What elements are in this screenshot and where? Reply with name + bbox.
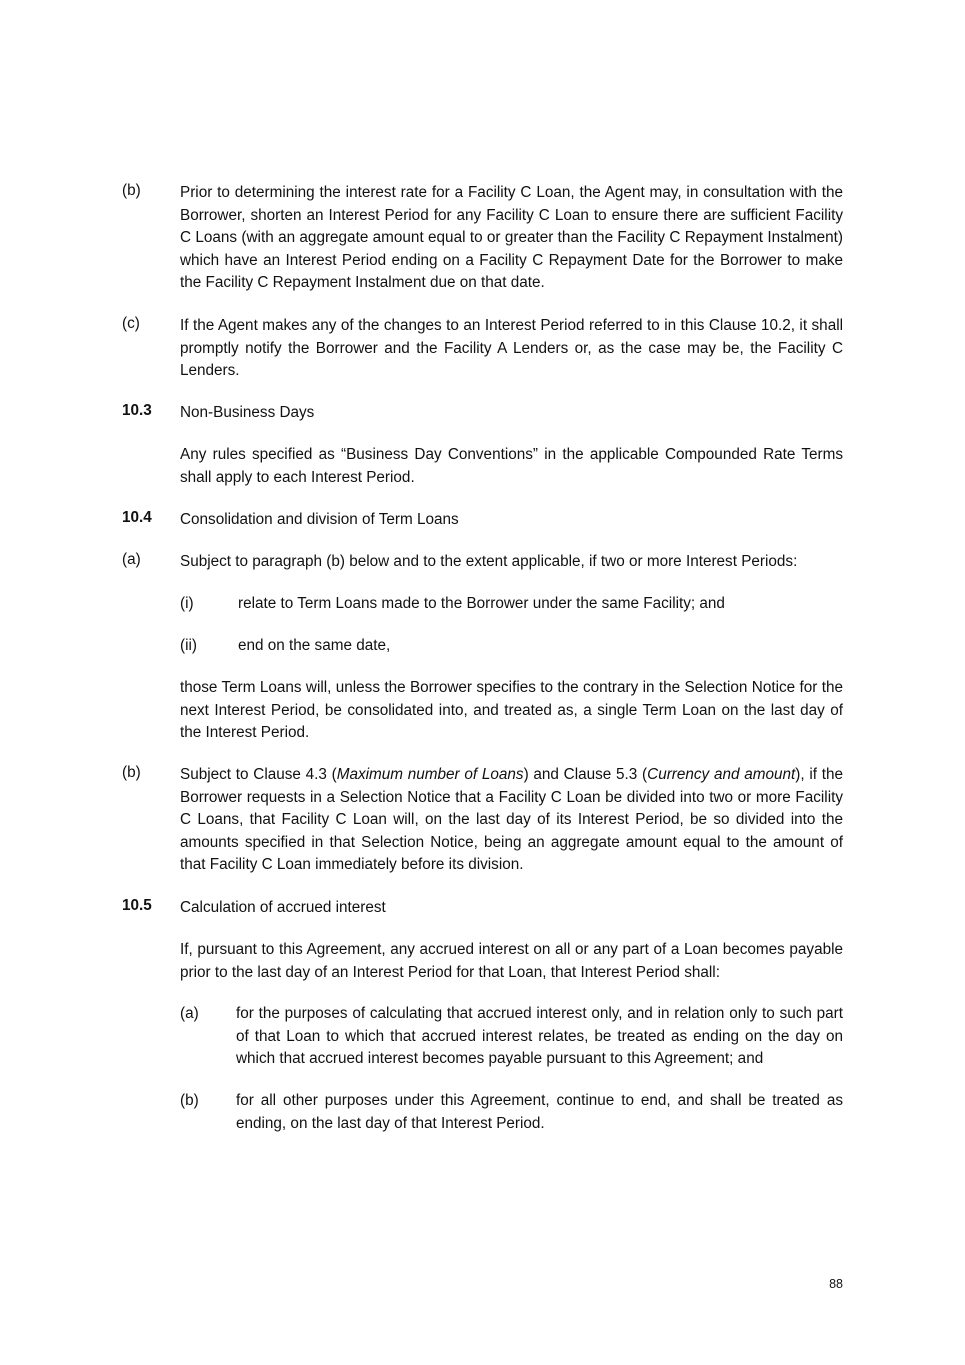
section-10-4-a-label: (a)	[122, 551, 141, 568]
section-10-4-ii-text: end on the same date,	[238, 637, 391, 654]
section-10-3-text: Any rules specified as “Business Day Conventions” in the applicable Compounded Rate Terms shall apply to each Interest Period.	[180, 446, 843, 486]
b-text-part1: Subject to Clause 4.3 (	[180, 766, 337, 783]
b-text-part3: ), if the Borrower requests in a Selection Notice that a Facility C Loan be divided into two or more Facility C Loans, that Facility C Loan will, on the last day of its Interest Period, be so divided into the amounts specified in that Selection Notice, being an aggregate amount equal to the amount of that Facility C Loan immediately before its division.	[180, 766, 843, 873]
page-number: 88	[829, 1277, 843, 1291]
section-10-4-i-label: (i)	[180, 595, 194, 612]
para-c-text: If the Agent makes any of the changes to an Interest Period referred to in this Clause 10.2, it shall promptly notify the Borrower and the Facility A Lenders or, as the case may be, the Facility C Lenders.	[180, 317, 843, 379]
section-10-4-a-text: Subject to paragraph (b) below and to the extent applicable, if two or more Interest Periods:	[180, 553, 798, 570]
section-10-4-a-tail: those Term Loans will, unless the Borrower specifies to the contrary in the Selection Notice for the next Interest Period, be consolidated into, and treated as, a single Term Loan on the last day of the Interest Period.	[180, 679, 843, 741]
clause-5-3-ref: Currency and amount	[647, 766, 796, 783]
section-10-5-a-label: (a)	[180, 1005, 199, 1022]
section-10-5-a-text: for the purposes of calculating that accrued interest only, and in relation only to such part of that Loan to which that accrued interest relates, be treated as ending on the day on which that accrued interest becomes payable pursuant to this Agreement; and	[236, 1005, 843, 1067]
b-text-part2: ) and Clause 5.3 (	[523, 766, 648, 783]
section-10-5-number: 10.5	[122, 897, 152, 914]
section-10-4-b-label: (b)	[122, 764, 141, 781]
para-c-label: (c)	[122, 315, 140, 332]
para-b-label: (b)	[122, 182, 141, 199]
section-10-5-b-label: (b)	[180, 1092, 199, 1109]
section-10-4-number: 10.4	[122, 509, 152, 526]
section-10-5-title: Calculation of accrued interest	[180, 899, 386, 916]
section-10-4-b-text	[180, 764, 843, 877]
section-10-3-number: 10.3	[122, 402, 152, 419]
section-10-5-b-text: for all other purposes under this Agreement, continue to end, and shall be treated as ending, on the last day of that Interest Period.	[236, 1092, 843, 1132]
section-10-4-ii-label: (ii)	[180, 637, 197, 654]
section-10-3-title: Non-Business Days	[180, 404, 315, 421]
section-10-5-text: If, pursuant to this Agreement, any accrued interest on all or any part of a Loan becomes payable prior to the last day of an Interest Period for that Loan, that Interest Period shall:	[180, 941, 843, 981]
section-10-4-i-text: relate to Term Loans made to the Borrower under the same Facility; and	[238, 595, 725, 612]
section-10-4-title: Consolidation and division of Term Loans	[180, 511, 459, 528]
clause-4-3-ref: Maximum number of Loans	[336, 766, 524, 783]
para-b-text: Prior to determining the interest rate for a Facility C Loan, the Agent may, in consultation with the Borrower, shorten an Interest Period for any Facility C Loan to ensure there are sufficient Facility C Loans (with an aggregate amount equal to or greater than the Facility C Repayment Instalment) which have an Interest Period ending on a Facility C Repayment Date for the Borrower to make the Facility C Repayment Instalment due on that date.	[180, 184, 843, 291]
